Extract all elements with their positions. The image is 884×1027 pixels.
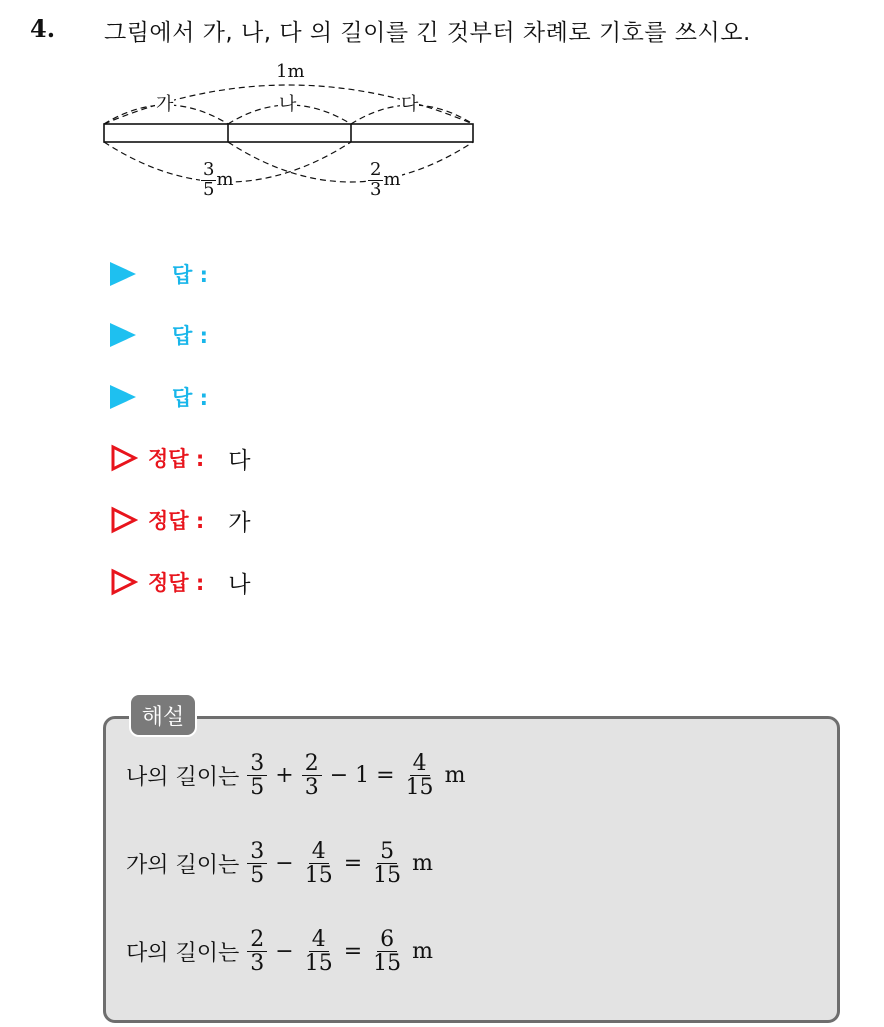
question-number: 4. [30, 14, 56, 43]
explanation-title: 해설 [129, 693, 197, 737]
correct-answer-value: 가 [228, 509, 251, 536]
correct-answer-value: 다 [228, 447, 251, 474]
explanation-line-3: 다의 길이는 $\frac{2}{3}$ − $\frac{4}{15}$ = $\frac{6}{15}$ m [126, 927, 434, 977]
correct-answer-label: 정답 : [148, 571, 205, 595]
correct-answer-label: 정답 : [148, 447, 205, 471]
outline-triangle-icon [110, 568, 138, 596]
explanation-line-2: 가의 길이는 $\frac{3}{5}$ − $\frac{4}{15}$ = $\frac{5}{15}$ m [126, 839, 434, 889]
answer-label: 답 : [172, 324, 208, 348]
play-triangle-icon [110, 262, 136, 286]
correct-answer-3 [110, 567, 251, 597]
left-span-label: $\frac{3}{5}$ m [200, 161, 235, 200]
correct-answer-2 [110, 505, 251, 535]
segment-label-da: 다 [401, 94, 419, 115]
bar [104, 124, 473, 142]
correct-answer-1 [110, 443, 251, 473]
explanation-line-1: 나의 길이는 $\frac{3}{5}$ + $\frac{2}{3}$ − 1 = $\frac{4}{15}$ m [126, 751, 466, 801]
answer-label: 답 : [172, 263, 208, 287]
outline-triangle-icon [110, 444, 138, 472]
correct-answer-label: 정답 : [148, 509, 205, 533]
arc-right-span [228, 142, 473, 182]
answer-slot-2[interactable] [110, 320, 208, 350]
correct-answer-value: 나 [228, 571, 251, 598]
right-span-label: $\frac{2}{3}$ m [367, 161, 402, 200]
segment-label-na: 나 [279, 94, 297, 115]
play-triangle-icon [110, 323, 136, 347]
segment-label-ga: 가 [156, 94, 174, 115]
play-triangle-icon [110, 385, 136, 409]
total-length-label: 1m [276, 61, 305, 82]
answer-slot-3[interactable] [110, 382, 208, 412]
outline-triangle-icon [110, 506, 138, 534]
question-text: 그림에서 가, 나, 다 의 길이를 긴 것부터 차례로 기호를 쓰시오. [104, 20, 751, 46]
segment-diagram [95, 58, 495, 208]
answer-slot-1[interactable] [110, 259, 208, 289]
answer-label: 답 : [172, 386, 208, 410]
